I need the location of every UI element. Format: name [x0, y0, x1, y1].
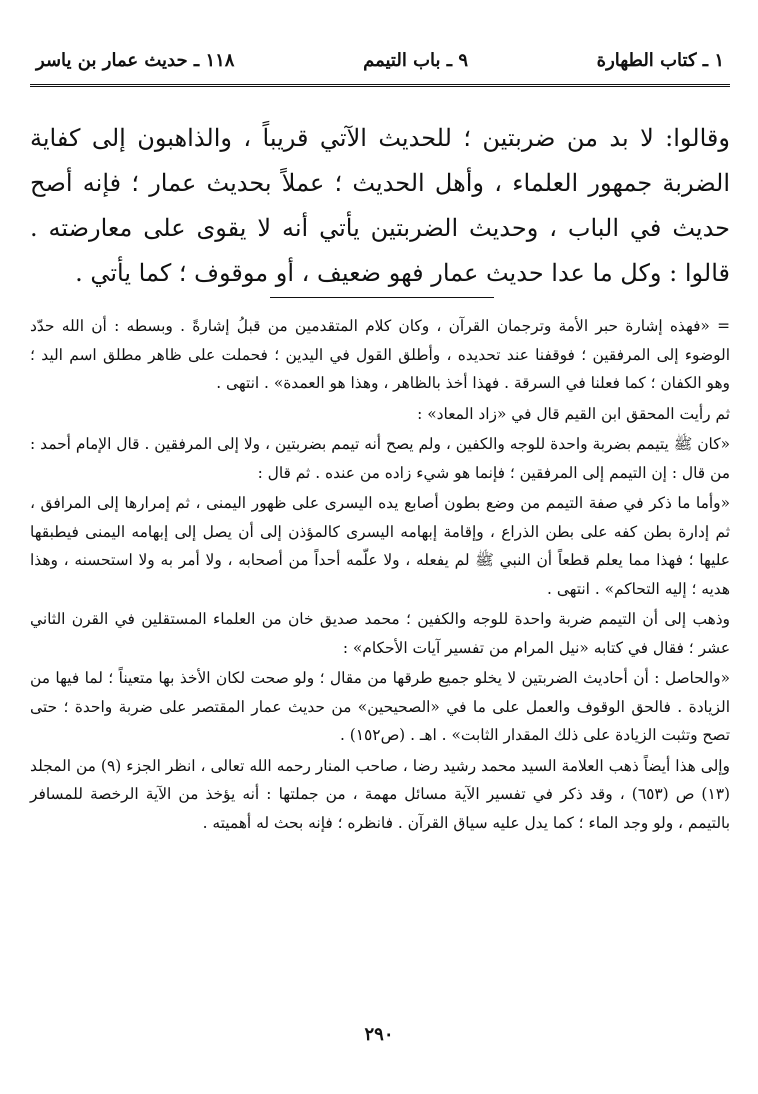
header-book-title: ١ ـ كتاب الطهارة	[596, 49, 724, 71]
main-paragraph: وقالوا: لا بد من ضربتين ؛ للحديث الآتي قريباً ، والذاهبون إلى كفاية الضربة جمهور العلماء ، وأهل الحديث ؛ عملاً بحديث عمار ؛ فإنه أصح حديث في الباب ، وحديث الضربتين يأتي أنه لا يقوى على معارضته . قالوا : وكل ما عدا حديث عمار فهو ضعيف ، أو موقوف ؛ كما يأتي .	[30, 124, 730, 287]
header-double-rule	[30, 84, 730, 87]
footnote-paragraph: «والحاصل : أن أحاديث الضربتين لا يخلو جميع طرقها من مقال ؛ ولو صحت لكان الأخذ بها متعيناً ؛ لما فيها من الزيادة . فالحق الوقوف والعمل على ما في «الصحيحين» من حديث عمار المقتصر على ضربة واحدة ؛ حتى تصح وتثبت الزيادة على ذلك المقدار الثابت» . اهـ . (ص١٥٢) .	[30, 669, 730, 744]
footnote-paragraph: ثم رأيت المحقق ابن القيم قال في «زاد المعاد» :	[417, 404, 730, 423]
header-hadith-title: ١١٨ ـ حديث عمار بن ياسر	[36, 49, 235, 71]
running-header	[30, 40, 730, 80]
footnote-separator	[270, 297, 494, 298]
footnote-paragraph: «وأما ما ذكر في صفة التيمم من وضع بطون أصابع يده اليسرى على ظهور اليمنى ، ثم إمرارها إلى المرافق ، ثم إدارة بطن كفه على بطن الذراع ، وإقامة إبهامه اليسرى كالمؤذن إلى أن يصل إلى إبهامه اليمنى فيطبقها عليها ؛ فهذا مما يعلم قطعاً أن النبي ﷺ لم يفعله ، ولا علّمه أحداً من أصحابه ، ولا أمر به ولا استحسنه ، وهذا هديه ؛ إليه التحاكم» . انتهى .	[30, 494, 730, 598]
header-chapter-title: ٩ ـ باب التيمم	[363, 49, 469, 71]
footnote-paragraph: «كان ﷺ يتيمم بضربة واحدة للوجه والكفين ، ولم يصح أنه تيمم بضربتين ، ولا إلى المرفقين . قال الإمام أحمد : من قال : إن التيمم إلى المرفقين ؛ فإنما هو شيء زاده من عنده . ثم قال :	[30, 435, 730, 482]
footnote-paragraph: وذهب إلى أن التيمم ضربة واحدة للوجه والكفين ؛ محمد صديق خان من العلماء المستقلين في القرن الثاني عشر ؛ فقال في كتابه «نيل المرام من تفسير آيات الأحكام» :	[30, 610, 730, 657]
footnote-paragraph: وإلى هذا أيضاً ذهب العلامة السيد محمد رشيد رضا ، صاحب المنار رحمه الله تعالى ، انظر الجزء (٩) من المجلد (١٣) ص (٦٥٣) ، وقد ذكر في تفسير الآية مسائل مهمة ، من جملتها : أنه يؤخذ من الآية الرخصة للمسافر بالتيمم ، ولو وجد الماء ؛ كما يدل عليه سياق القرآن . فانظره ؛ فإنه بحث له أهميته .	[30, 756, 730, 832]
footnotes-block	[30, 312, 730, 839]
page-number: ٢٩٠	[364, 1024, 394, 1045]
footnote-paragraph: = «فهذه إشارة حبر الأمة وترجمان القرآن ، وكان كلام المتقدمين من قبلُ إشارةً . وبسطه : أن الله حدّد الوضوء إلى المرفقين ؛ فوقفنا عند تحديده ، وأطلق القول في اليدين ؛ فحملت على ظاهر مطلق اسم اليد ؛ وهو الكفان ؛ كما فعلنا في السرقة . فهذا أخذ بالظاهر ، وهذا هو العمدة» . انتهى .	[30, 317, 730, 392]
